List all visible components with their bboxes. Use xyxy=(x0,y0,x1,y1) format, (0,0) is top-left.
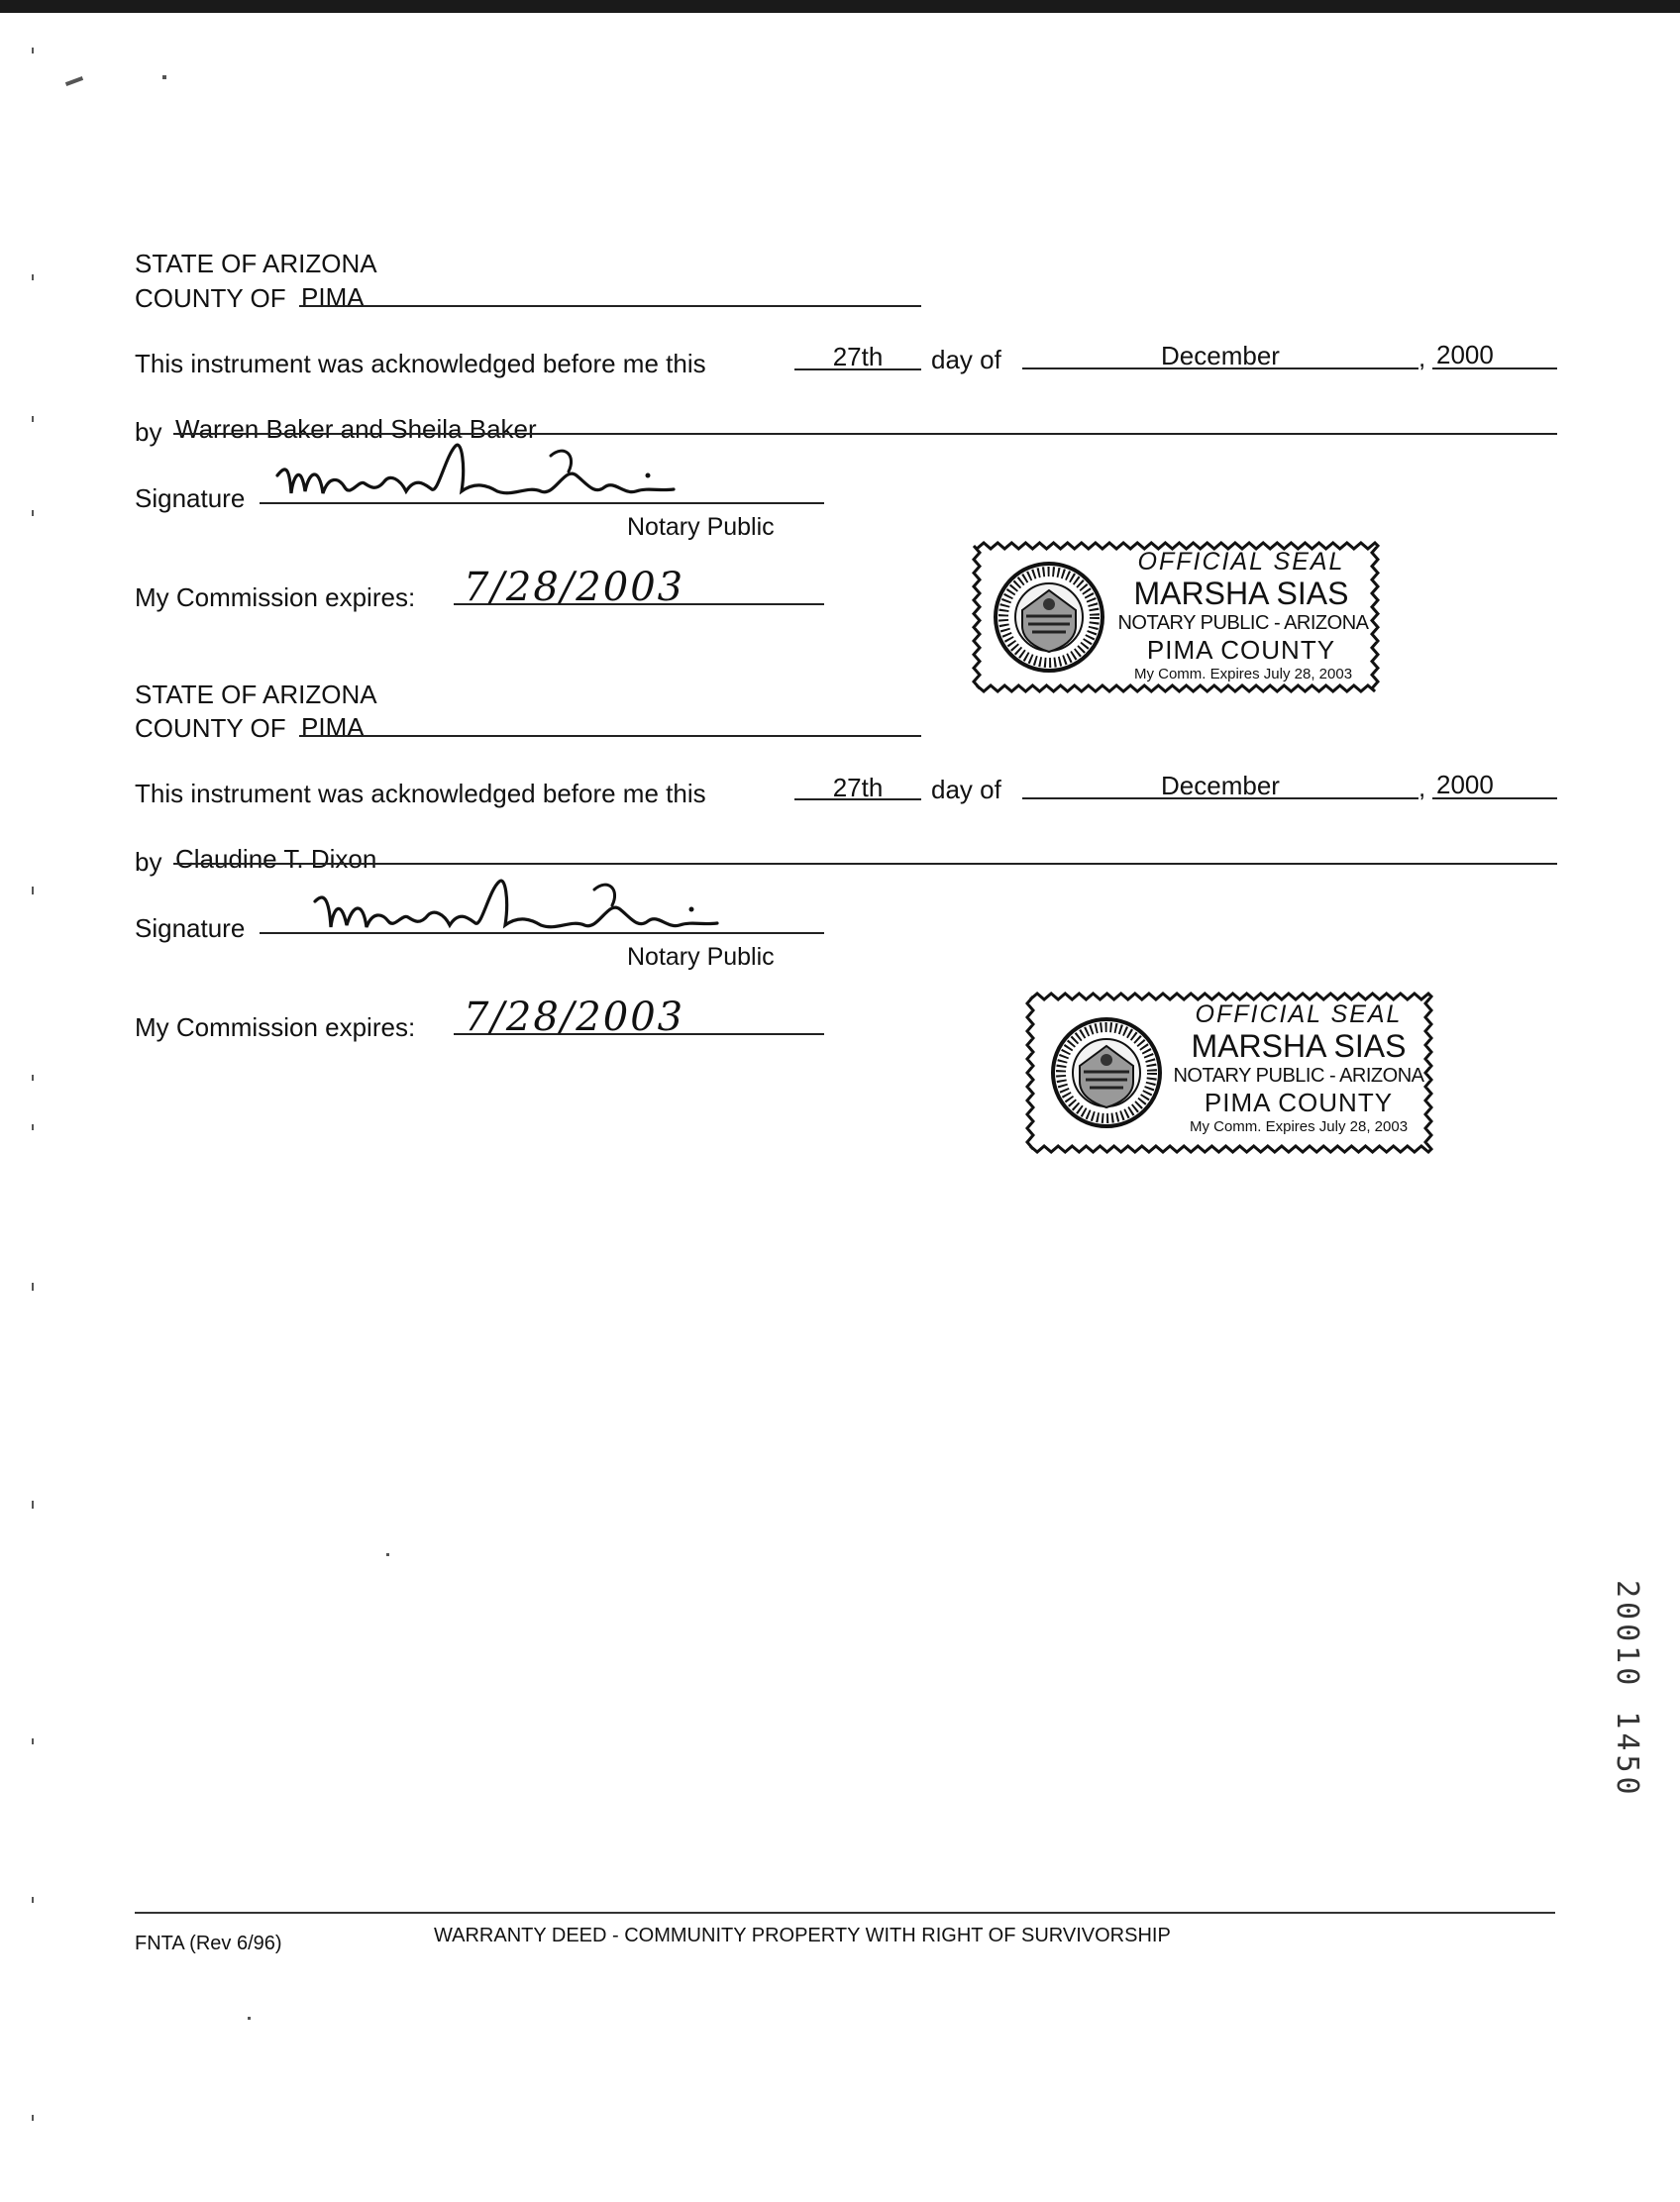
svg-text:7/28/2003: 7/28/2003 xyxy=(464,995,685,1040)
year-underline xyxy=(1432,367,1557,369)
notary-signature xyxy=(267,436,733,515)
by-underline xyxy=(173,863,1557,865)
by-names: Warren Baker and Sheila Baker xyxy=(175,414,537,444)
month-value: December xyxy=(1161,771,1280,800)
day-underline xyxy=(794,798,921,800)
seal-role: NOTARY PUBLIC - ARIZONA xyxy=(1173,1065,1424,1087)
document-title: WARRANTY DEED - COMMUNITY PROPERTY WITH RIGHT OF SURVIVORSHIP xyxy=(434,1925,1171,1946)
scan-speck xyxy=(32,887,34,894)
notary-signature xyxy=(307,872,763,941)
seal-title: OFFICIAL SEAL xyxy=(1195,1000,1403,1028)
scan-top-edge xyxy=(0,0,1680,13)
by-names: Claudine T. Dixon xyxy=(175,844,377,874)
county-value: PIMA xyxy=(301,712,365,742)
scan-speck xyxy=(386,1553,389,1556)
county-value: PIMA xyxy=(301,282,365,312)
month-underline xyxy=(1022,797,1418,799)
scan-speck xyxy=(32,1075,34,1081)
scan-speck xyxy=(32,48,34,53)
month-underline xyxy=(1022,367,1418,369)
seal-name: MARSHA SIAS xyxy=(1133,576,1349,611)
day-of-label: day of xyxy=(931,345,1001,374)
comma: , xyxy=(1418,343,1426,372)
day-underline xyxy=(794,368,921,370)
commission-label: My Commission expires: xyxy=(135,582,416,612)
county-underline xyxy=(299,305,921,307)
day-of-label: day of xyxy=(931,775,1001,804)
seal-name: MARSHA SIAS xyxy=(1191,1028,1407,1064)
seal-county: PIMA COUNTY xyxy=(1204,1088,1394,1117)
scan-speck xyxy=(32,1501,34,1509)
month-value: December xyxy=(1161,341,1280,370)
state-heading: STATE OF ARIZONA xyxy=(135,680,377,709)
scan-speck xyxy=(65,76,83,86)
seal-role: NOTARY PUBLIC - ARIZONA xyxy=(1117,612,1369,634)
day-value: 27th xyxy=(832,773,884,802)
year-value: 2000 xyxy=(1436,770,1494,799)
by-label: by xyxy=(135,417,162,447)
form-id: FNTA (Rev 6/96) xyxy=(135,1933,282,1954)
day-value: 27th xyxy=(832,342,884,371)
scan-speck xyxy=(32,416,34,422)
scan-speck xyxy=(32,1738,34,1744)
by-label: by xyxy=(135,847,162,877)
scan-speck xyxy=(32,1124,34,1130)
commission-date-handwritten xyxy=(454,991,731,1040)
signature-label: Signature xyxy=(135,913,246,943)
seal-title: OFFICIAL SEAL xyxy=(1137,548,1345,576)
scan-speck xyxy=(32,274,34,280)
commission-label: My Commission expires: xyxy=(135,1012,416,1042)
scan-speck xyxy=(32,1283,34,1291)
scan-speck xyxy=(162,75,166,79)
by-underline xyxy=(173,433,1557,435)
county-label: COUNTY OF xyxy=(135,283,286,313)
footer-rule xyxy=(135,1912,1555,1914)
year-value: 2000 xyxy=(1436,340,1494,369)
seal-expiration: My Comm. Expires July 28, 2003 xyxy=(1189,1118,1409,1135)
official-seal-2 xyxy=(1024,991,1434,1155)
acknowledgment-text: This instrument was acknowledged before me this xyxy=(135,349,706,378)
scan-speck xyxy=(32,510,34,516)
county-label: COUNTY OF xyxy=(135,713,286,743)
official-seal-1 xyxy=(971,540,1381,694)
commission-date-handwritten xyxy=(454,561,731,610)
recording-number-vertical: 20010 1450 xyxy=(1610,1580,1644,1799)
great-seal-of-arizona-icon xyxy=(1050,1016,1163,1129)
notary-public-label: Notary Public xyxy=(627,943,775,971)
seal-expiration: My Comm. Expires July 28, 2003 xyxy=(1133,666,1353,682)
state-heading: STATE OF ARIZONA xyxy=(135,249,377,278)
signature-label: Signature xyxy=(135,483,246,513)
seal-county: PIMA COUNTY xyxy=(1146,635,1336,665)
scan-speck xyxy=(32,2115,34,2121)
scan-speck xyxy=(248,2017,251,2020)
scan-speck xyxy=(32,1897,34,1903)
year-underline xyxy=(1432,797,1557,799)
great-seal-of-arizona-icon xyxy=(993,561,1105,674)
county-underline xyxy=(299,735,921,737)
notary-public-label: Notary Public xyxy=(627,513,775,541)
svg-text:7/28/2003: 7/28/2003 xyxy=(464,565,685,610)
comma: , xyxy=(1418,773,1426,802)
acknowledgment-text: This instrument was acknowledged before me this xyxy=(135,779,706,808)
